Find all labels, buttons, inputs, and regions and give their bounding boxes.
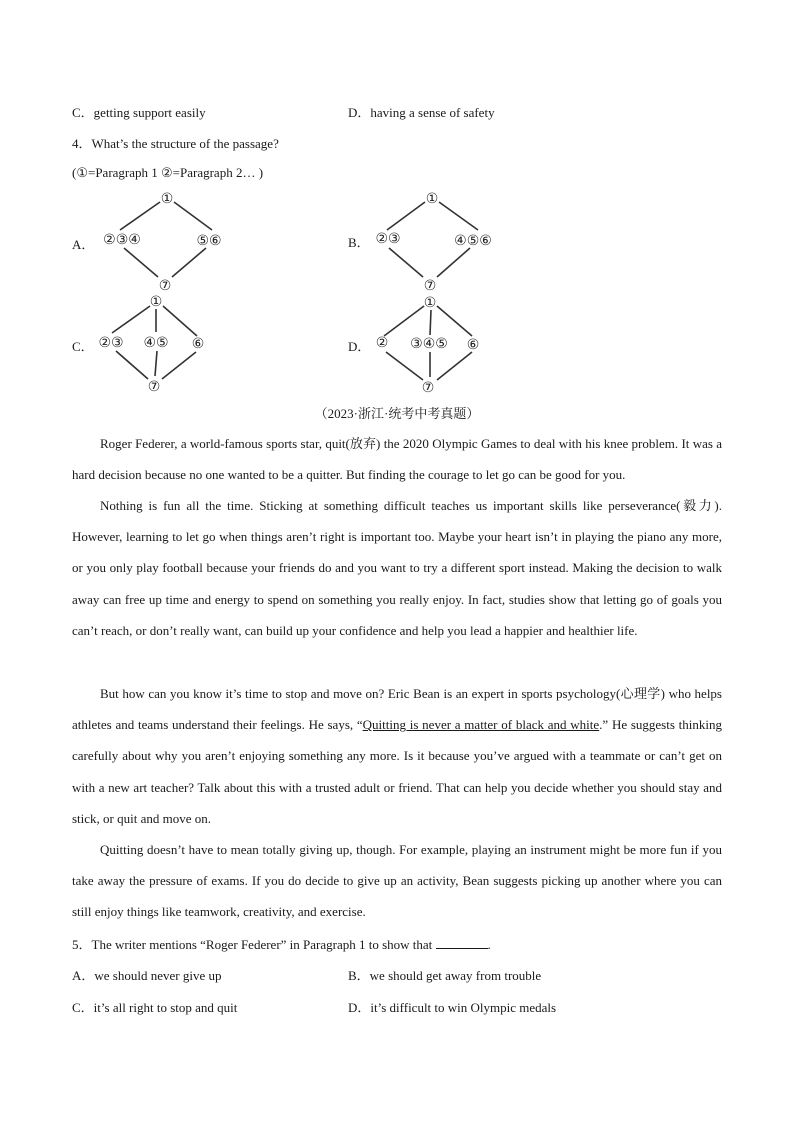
q4-option-b-label[interactable]: B． — [348, 235, 370, 250]
diagram-b-bottom: ⑦ — [423, 278, 437, 294]
q4-option-d-label[interactable]: D． — [348, 339, 371, 354]
q5-option-d[interactable]: D．it’s difficult to win Olympic medals — [348, 1000, 557, 1015]
underlined-quote: Quitting is never a matter of black and white — [362, 717, 600, 733]
passage-paragraph-4: Quitting doesn’t have to mean totally giving up, though. For example, playing an instrument might be more fun if you take away the pressure of exams. If you do decide to give up an activity, Bean suggests picking up another where you can still enjoy things like teamwork, creativity, and exercise. — [72, 842, 722, 920]
diagram-b-left: ②③ — [375, 231, 401, 247]
q4-legend: (①=Paragraph 1 ②=Paragraph 2… ) — [72, 165, 264, 180]
diagram-c-bottom: ⑦ — [147, 379, 161, 395]
passage-paragraph-2: Nothing is fun all the time. Sticking at something difficult teaches us important skills like perseverance(毅力). However, learning to let go when things aren’t right is important too. Maybe your heart isn’t in playing the piano any more, or you only play football because your friends do and you want to try a different sport instead. Making the decision to walk away can free up time and energy to spend on something you really enjoy. In fact, studies show that letting go of goals you can’t reach, or don’t really want, can build up your confidence and help you lead a happier and healthier life. — [72, 498, 722, 638]
passage-paragraph-3: But how can you know it’s time to stop and move on? Eric Bean is an expert in sports psychology(心理学) who helps athletes and teams understand their feelings. He says, “Quitting is never a matter of black and white.” He suggests thinking carefully about why you aren’t enjoying something any more. Is it because you’ve argued with a teammate or can’t get on with a new art teacher? Talk about this with a trusted adult or friend. That can help you decide whether you should stay and stick, or quit and move on. — [72, 686, 723, 826]
diagram-d-left: ② — [375, 335, 389, 351]
diagram-d-mid: ③④⑤ — [410, 336, 448, 352]
diagram-c-right: ⑥ — [191, 336, 205, 352]
q5-option-a[interactable]: A．we should never give up — [72, 968, 222, 983]
diagram-c-top: ① — [149, 294, 163, 310]
diagram-a-top: ① — [160, 191, 174, 207]
source-label: （2023·浙江·统考中考真题） — [314, 406, 480, 421]
answer-blank[interactable] — [436, 937, 488, 949]
q5-option-b[interactable]: B．we should get away from trouble — [348, 968, 542, 983]
diagram-b-top: ① — [425, 191, 439, 207]
q5-question: 5．The writer mentions “Roger Federer” in Paragraph 1 to show that . — [72, 937, 491, 952]
diagram-a-right: ⑤⑥ — [196, 233, 222, 249]
passage-paragraph-1: Roger Federer, a world-famous sports star, quit(放弃) the 2020 Olympic Games to deal with his knee problem. It was a hard decision because no one wanted to be a quitter. But finding the courage to let go can be good for you. — [72, 436, 722, 483]
diagram-d-right: ⑥ — [466, 337, 480, 353]
q3-option-d[interactable]: D．having a sense of safety — [348, 105, 495, 120]
diagram-d-bottom: ⑦ — [421, 380, 435, 396]
diagram-a-bottom: ⑦ — [158, 278, 172, 294]
q3-option-c[interactable]: C．getting support easily — [72, 105, 206, 120]
diagram-d-top: ① — [423, 295, 437, 311]
q4-option-a-label[interactable]: A． — [72, 237, 95, 252]
diagram-c-mid: ④⑤ — [143, 335, 169, 351]
diagram-b-right: ④⑤⑥ — [454, 233, 492, 249]
q5-option-c[interactable]: C．it’s all right to stop and quit — [72, 1000, 238, 1015]
structure-diagrams — [0, 0, 794, 400]
diagram-c-left: ②③ — [98, 335, 124, 351]
q4-option-c-label[interactable]: C． — [72, 339, 94, 354]
diagram-a-left: ②③④ — [103, 232, 141, 248]
q4-question: 4．What’s the structure of the passage? — [72, 136, 279, 151]
